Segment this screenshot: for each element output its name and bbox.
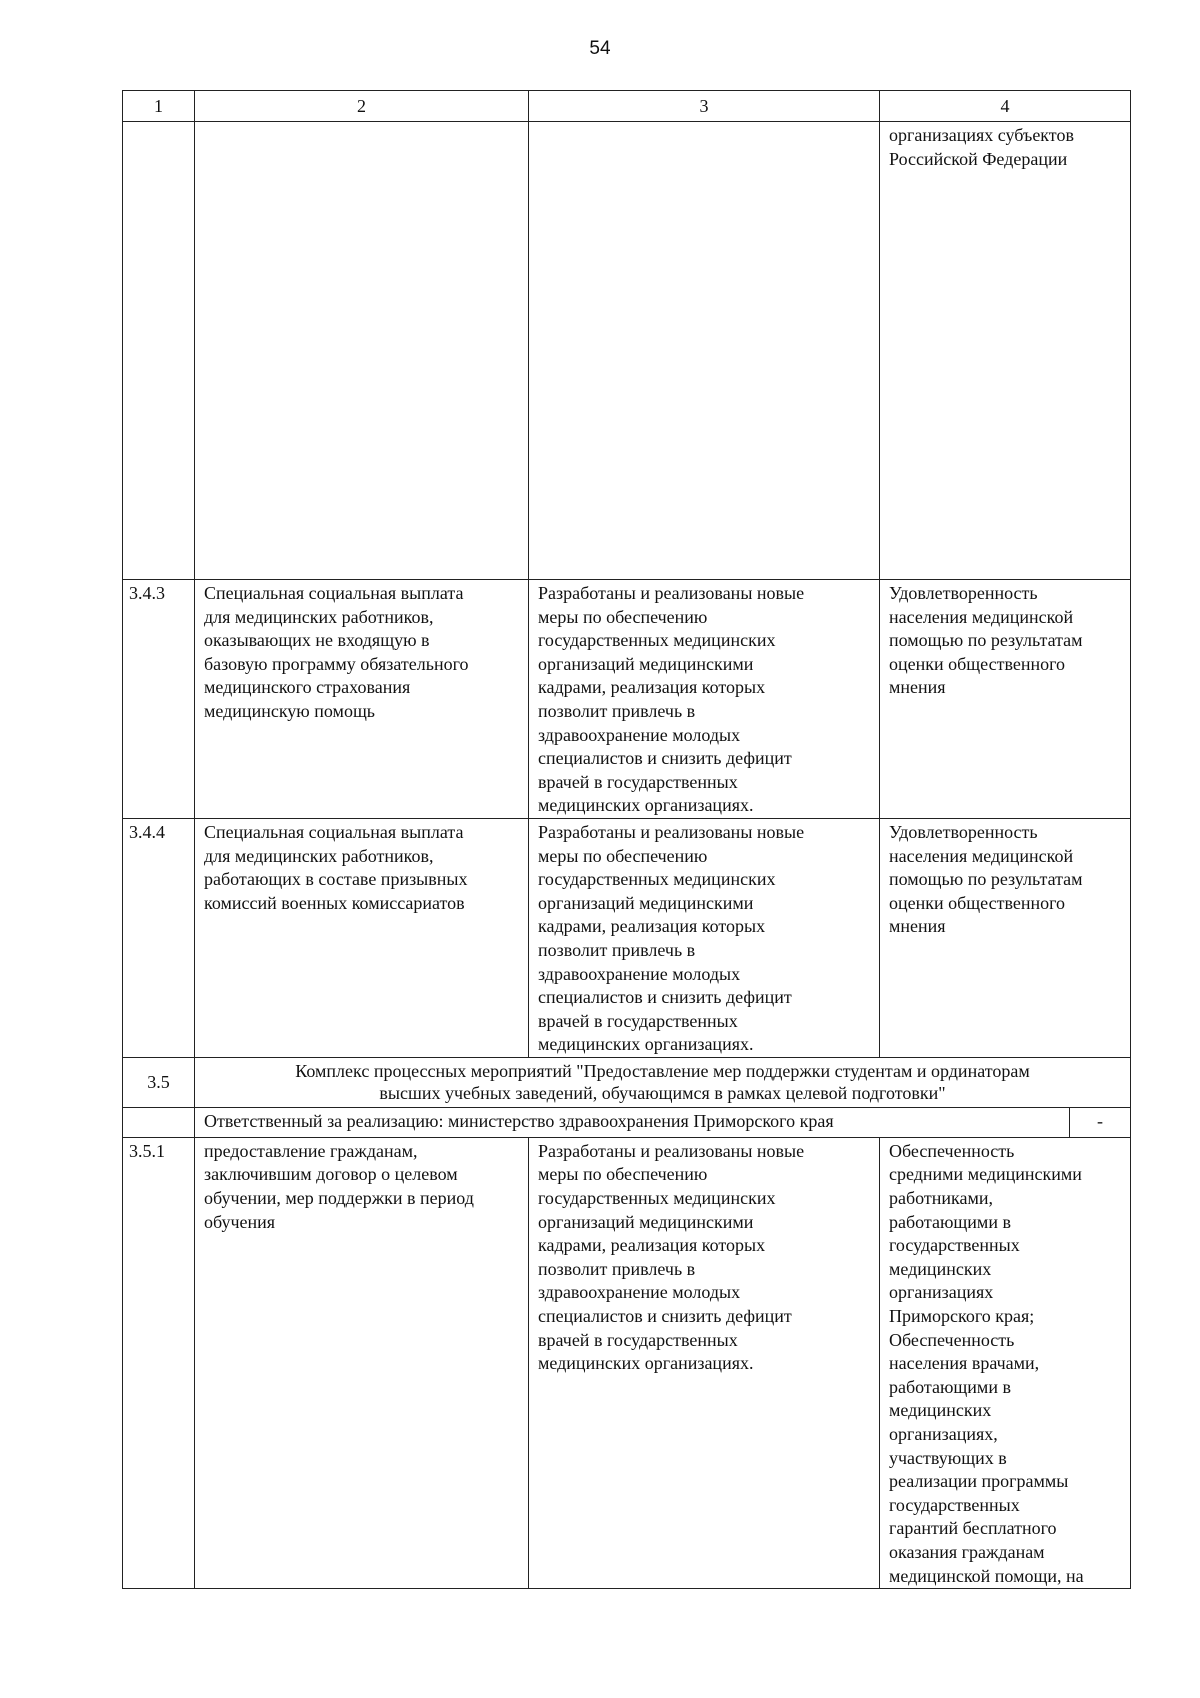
row-num: 3.4.3 — [123, 580, 195, 819]
responsible-row — [123, 1107, 1131, 1137]
section-row — [123, 1057, 1131, 1107]
section-title-cell — [195, 1057, 1131, 1107]
table-header-row — [123, 91, 1131, 122]
row-name-cell — [195, 580, 529, 819]
row-result-cell — [529, 1137, 880, 1588]
header-col-2: 2 — [195, 91, 529, 122]
responsible-num-cell — [123, 1107, 195, 1137]
row-indicator-cell — [880, 818, 1131, 1057]
header-col-1: 1 — [123, 91, 195, 122]
row-num: 3.4.4 — [123, 818, 195, 1057]
header-col-4: 4 — [880, 91, 1131, 122]
row-name: предоставление гражданам, заключившим договор о целевом обучении, мер поддержки в период обучения — [204, 1140, 474, 1232]
row-num: 3.5.1 — [123, 1137, 195, 1588]
row-indicator-cell — [880, 1137, 1131, 1588]
measures-table — [122, 90, 1131, 1589]
row-result: Разработаны и реализованы новые меры по обеспечению государственных медицинских организаций медицинскими кадрами, реализация которых позволит привлечь в здравоохранение молодых специалистов и снизить дефицит врачей в государственных медицинских организациях. — [538, 821, 805, 1055]
continuation-result-cell — [529, 122, 880, 580]
header-col-3: 3 — [529, 91, 880, 122]
row-name: Специальная социальная выплата для медицинских работников, работающих в составе призывных комиссий военных комиссариатов — [204, 821, 468, 913]
row-result-cell — [529, 580, 880, 819]
row-indicator: Обеспеченность средними медицинскими работниками, работающими в государственных медицинских организациях Приморского края; Обеспеченность населения врачами, работающими в медицинских организациях, участвующих в реализации программы государственных гарантий бесплатного оказания гражданам медицинской помощи, на — [889, 1140, 1084, 1586]
row-indicator: Удовлетворенность населения медицинской помощью по результатам оценки общественного мнения — [889, 583, 1083, 698]
page-number: 54 — [589, 38, 611, 59]
table-row — [123, 1137, 1131, 1588]
continuation-indicator-cell — [880, 122, 1131, 580]
row-result-cell — [529, 818, 880, 1057]
responsible-text: Ответственный за реализацию: министерство здравоохранения Приморского края — [195, 1107, 1070, 1137]
continuation-num-cell — [123, 122, 195, 580]
row-name-cell — [195, 1137, 529, 1588]
continuation-name-cell — [195, 122, 529, 580]
table-row — [123, 580, 1131, 819]
row-indicator-cell — [880, 580, 1131, 819]
table-row — [123, 818, 1131, 1057]
row-indicator: Удовлетворенность населения медицинской помощью по результатам оценки общественного мнения — [889, 821, 1083, 937]
responsible-value: - — [1070, 1107, 1131, 1137]
row-result: Разработаны и реализованы новые меры по обеспечению государственных медицинских организаций медицинскими кадрами, реализация которых позволит привлечь в здравоохранение молодых специалистов и снизить дефицит врачей в государственных медицинских организациях. — [538, 583, 805, 816]
row-name: Специальная социальная выплата для медицинских работников, оказывающих не входящую в базовую программу обязательного медицинского страхования медицинскую помощь — [204, 583, 469, 721]
section-num: 3.5 — [123, 1057, 195, 1107]
continuation-indicator-text: организациях субъектов Российской Федерации — [889, 125, 1074, 169]
row-result: Разработаны и реализованы новые меры по обеспечению государственных медицинских организаций медицинскими кадрами, реализация которых позволит привлечь в здравоохранение молодых специалистов и снизить дефицит врачей в государственных медицинских организациях. — [538, 1140, 805, 1374]
section-title: Комплекс процессных мероприятий "Предоставление мер поддержки студентам и ординаторам высших учебных заведений, обучающимся в рамках целевой подготовки" — [295, 1060, 1030, 1103]
continuation-row — [123, 122, 1131, 580]
row-name-cell — [195, 818, 529, 1057]
